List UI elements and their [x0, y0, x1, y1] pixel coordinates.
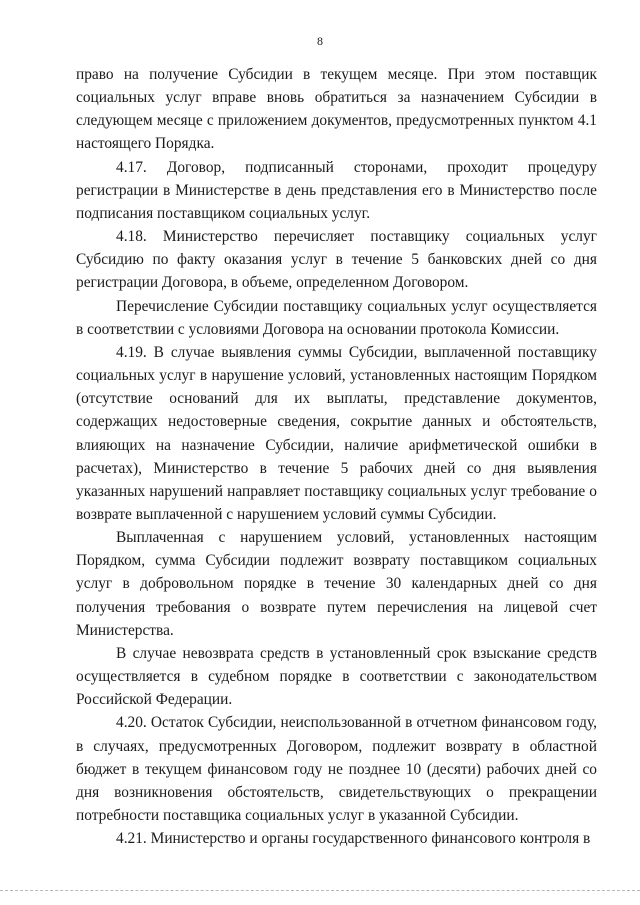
paragraph-subsidy-transfer: Перечисление Субсидии поставщику социальных услуг осуществляется в соответствии с условиями Договора на основании протокола Комиссии. [76, 297, 597, 338]
paragraph-court-recovery: В случае невозврата средств в установленный срок взыскание средств осуществляется в судебном порядке в соответствии с законодательством Российской Федерации. [76, 644, 597, 709]
bottom-divider [0, 890, 640, 891]
paragraph-4-20: 4.20. Остаток Субсидии, неиспользованной в отчетном финансовом году, в случаях, предусмотренных Договором, подлежит возврату в областной бюджет в текущем финансовом году не позднее 10 (десяти) рабочих дней со дня возникновения обстоятельств, свидетельствующих о прекращении потребности поставщика социальных услуг в указанной Субсидии. [76, 714, 597, 824]
paragraph-4-19: 4.19. В случае выявления суммы Субсидии, выплаченной поставщику социальных услуг в нарушение условий, установленных настоящим Порядком (отсутствие оснований для их выплаты, представление документов, содержащих недостоверные сведения, сокрытие данных и обстоятельств, влияющих на назначение Субсидии, наличие арифметической ошибки в расчетах), Министерство в течение 5 рабочих дней со дня выявления указанных нарушений направляет поставщику социальных услуг требование о возврате выплаченной с нарушением условий суммы Субсидии. [76, 343, 597, 523]
paragraph-refund-obligation: Выплаченная с нарушением условий, установленных настоящим Порядком, сумма Субсидии подлежит возврату поставщиком социальных услуг в добровольном порядке в течение 30 календарных дней со дня получения требования о возврате путем перечисления на лицевой счет Министерства. [76, 529, 597, 639]
paragraph-4-18: 4.18. Министерство перечисляет поставщику социальных услуг Субсидию по факту оказания услуг в течение 5 банковских дней со дня регистрации Договора, в объеме, определенном Договором. [76, 228, 597, 292]
paragraph-continuation: право на получение Субсидии в текущем месяце. При этом поставщик социальных услуг вправе вновь обратиться за назначением Субсидии в следующем месяце с приложением документов, предусмотренных пунктом 4.1 настоящего Порядка. [76, 66, 597, 153]
page-number: 8 [317, 34, 323, 48]
paragraph-4-21: 4.21. Министерство и органы государственного финансового контроля в [116, 830, 591, 848]
document-body [76, 63, 597, 850]
paragraph-4-17: 4.17. Договор, подписанный сторонами, проходит процедуру регистрации в Министерстве в день представления его в Министерство после подписания поставщиком социальных услуг. [76, 158, 597, 222]
